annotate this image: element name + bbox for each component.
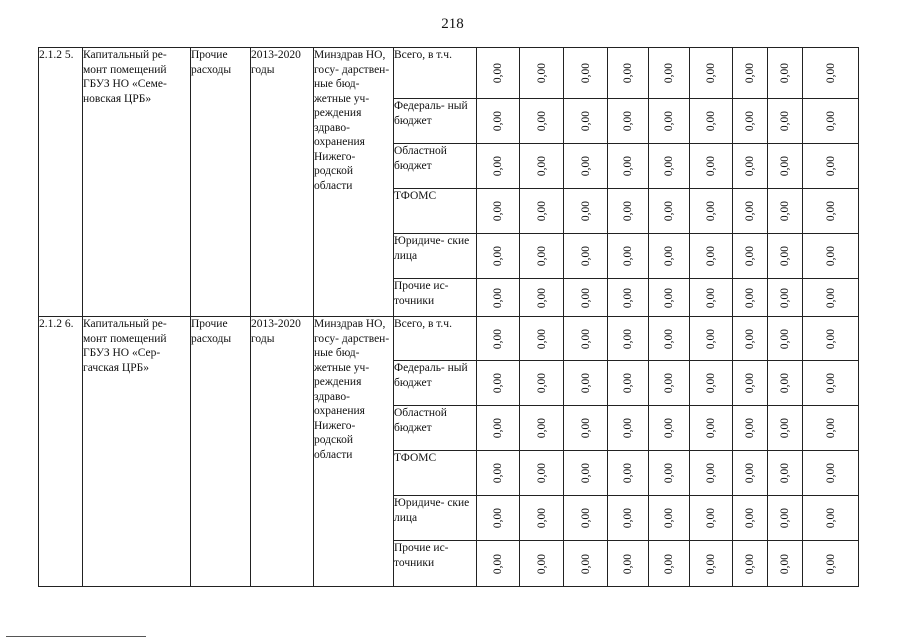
- value-cell: [803, 144, 859, 189]
- value-text: 0,00: [824, 328, 837, 349]
- row-code: 2.1.2 6.: [39, 317, 83, 587]
- value-text: 0,00: [491, 462, 504, 484]
- value-cell: [564, 279, 608, 317]
- value-cell: [690, 451, 733, 496]
- value-text: 0,00: [535, 200, 548, 222]
- value-text: 0,00: [621, 462, 634, 484]
- funding-source-label: Прочие ис- точники: [394, 279, 477, 317]
- page-edge-rule: [6, 636, 146, 637]
- value-cell: [608, 361, 649, 406]
- funding-source-label: Федераль- ный бюджет: [394, 99, 477, 144]
- value-cell: [768, 99, 803, 144]
- value-text: 0,00: [662, 372, 675, 394]
- value-text: 0,00: [743, 245, 756, 267]
- value-cell: [608, 317, 649, 361]
- value-text: 0,00: [743, 553, 756, 574]
- value-text: 0,00: [824, 287, 837, 308]
- value-cell: [768, 496, 803, 541]
- value-cell: [768, 189, 803, 234]
- value-text: 0,00: [579, 553, 592, 574]
- page-number: 218: [441, 16, 464, 32]
- value-cell: [520, 99, 564, 144]
- value-text: 0,00: [704, 328, 717, 349]
- value-cell: [564, 361, 608, 406]
- funding-source-label: Областной бюджет: [394, 144, 477, 189]
- value-text: 0,00: [621, 417, 634, 439]
- value-cell: [768, 48, 803, 99]
- value-cell: [690, 541, 733, 587]
- value-text: 0,00: [491, 200, 504, 222]
- value-text: 0,00: [662, 417, 675, 439]
- value-text: 0,00: [662, 62, 675, 84]
- value-cell: [564, 144, 608, 189]
- value-text: 0,00: [778, 62, 791, 84]
- value-text: 0,00: [704, 287, 717, 308]
- value-text: 0,00: [704, 155, 717, 177]
- value-cell: [520, 406, 564, 451]
- value-text: 0,00: [662, 245, 675, 267]
- value-text: 0,00: [743, 372, 756, 394]
- value-text: 0,00: [579, 462, 592, 484]
- value-text: 0,00: [535, 62, 548, 84]
- value-text: 0,00: [579, 372, 592, 394]
- value-cell: [564, 189, 608, 234]
- value-text: 0,00: [535, 372, 548, 394]
- value-text: 0,00: [491, 287, 504, 308]
- value-text: 0,00: [704, 462, 717, 484]
- value-cell: [803, 99, 859, 144]
- value-cell: [520, 279, 564, 317]
- value-cell: [649, 189, 690, 234]
- value-text: 0,00: [535, 507, 548, 529]
- value-cell: [520, 144, 564, 189]
- value-cell: [649, 541, 690, 587]
- value-cell: [608, 189, 649, 234]
- value-cell: [649, 234, 690, 279]
- value-text: 0,00: [662, 287, 675, 308]
- table-row: [39, 317, 859, 361]
- value-cell: [564, 451, 608, 496]
- value-text: 0,00: [579, 155, 592, 177]
- value-text: 0,00: [621, 507, 634, 529]
- value-cell: [803, 279, 859, 317]
- value-cell: [520, 361, 564, 406]
- value-text: 0,00: [491, 110, 504, 132]
- value-cell: [477, 317, 520, 361]
- value-cell: [690, 99, 733, 144]
- value-cell: [564, 48, 608, 99]
- value-cell: [564, 99, 608, 144]
- row-responsible: Минздрав НО, госу- дарствен- ные бюд- жетные уч- реждения здраво- охранения Нижего- родской области: [314, 317, 394, 587]
- value-text: 0,00: [704, 372, 717, 394]
- value-text: 0,00: [704, 200, 717, 222]
- value-text: 0,00: [743, 287, 756, 308]
- value-cell: [564, 496, 608, 541]
- value-text: 0,00: [535, 417, 548, 439]
- value-cell: [803, 48, 859, 99]
- value-cell: [733, 541, 768, 587]
- funding-source-label: Всего, в т.ч.: [394, 317, 477, 361]
- value-cell: [564, 541, 608, 587]
- value-cell: [477, 451, 520, 496]
- value-text: 0,00: [778, 328, 791, 349]
- value-text: 0,00: [662, 462, 675, 484]
- value-text: 0,00: [621, 62, 634, 84]
- value-text: 0,00: [579, 62, 592, 84]
- value-text: 0,00: [704, 62, 717, 84]
- value-cell: [768, 541, 803, 587]
- value-text: 0,00: [491, 507, 504, 529]
- value-text: 0,00: [778, 507, 791, 529]
- value-text: 0,00: [824, 553, 837, 574]
- funding-source-label: Областной бюджет: [394, 406, 477, 451]
- value-cell: [733, 317, 768, 361]
- value-text: 0,00: [778, 155, 791, 177]
- value-cell: [477, 406, 520, 451]
- value-cell: [690, 279, 733, 317]
- value-text: 0,00: [579, 328, 592, 349]
- value-cell: [690, 496, 733, 541]
- value-cell: [649, 496, 690, 541]
- value-cell: [803, 451, 859, 496]
- value-cell: [690, 234, 733, 279]
- table-body: [39, 48, 859, 587]
- value-text: 0,00: [621, 553, 634, 574]
- value-text: 0,00: [491, 62, 504, 84]
- value-text: 0,00: [743, 110, 756, 132]
- value-cell: [803, 496, 859, 541]
- value-cell: [768, 451, 803, 496]
- value-cell: [649, 317, 690, 361]
- value-text: 0,00: [778, 372, 791, 394]
- value-cell: [608, 496, 649, 541]
- funding-source-label: ТФОМС: [394, 451, 477, 496]
- value-cell: [649, 451, 690, 496]
- row-name: Капитальный ре- монт помещений ГБУЗ НО «Сер- гачская ЦРБ»: [83, 317, 191, 587]
- value-text: 0,00: [743, 417, 756, 439]
- value-cell: [733, 48, 768, 99]
- value-cell: [477, 361, 520, 406]
- value-text: 0,00: [621, 287, 634, 308]
- value-cell: [768, 317, 803, 361]
- value-cell: [608, 99, 649, 144]
- value-text: 0,00: [704, 110, 717, 132]
- value-cell: [690, 317, 733, 361]
- value-text: 0,00: [579, 245, 592, 267]
- value-text: 0,00: [778, 110, 791, 132]
- value-cell: [608, 406, 649, 451]
- value-cell: [564, 234, 608, 279]
- value-cell: [690, 144, 733, 189]
- value-text: 0,00: [824, 245, 837, 267]
- funding-source-label: Юридиче- ские лица: [394, 496, 477, 541]
- value-text: 0,00: [704, 507, 717, 529]
- value-text: 0,00: [743, 155, 756, 177]
- value-text: 0,00: [491, 328, 504, 349]
- value-cell: [520, 317, 564, 361]
- value-text: 0,00: [491, 245, 504, 267]
- value-text: 0,00: [662, 110, 675, 132]
- value-cell: [690, 189, 733, 234]
- value-text: 0,00: [778, 553, 791, 574]
- row-name: Капитальный ре- монт помещений ГБУЗ НО «Семе- новская ЦРБ»: [83, 48, 191, 317]
- value-cell: [768, 406, 803, 451]
- value-cell: [803, 361, 859, 406]
- funding-source-label: Всего, в т.ч.: [394, 48, 477, 99]
- value-cell: [477, 189, 520, 234]
- row-expense-type: Прочие расходы: [191, 317, 251, 587]
- value-cell: [768, 234, 803, 279]
- row-period: 2013-2020 годы: [251, 317, 314, 587]
- value-text: 0,00: [491, 417, 504, 439]
- value-cell: [803, 189, 859, 234]
- budget-table: [38, 47, 859, 587]
- value-cell: [733, 406, 768, 451]
- value-cell: [520, 189, 564, 234]
- value-text: 0,00: [743, 507, 756, 529]
- value-text: 0,00: [824, 155, 837, 177]
- value-text: 0,00: [743, 200, 756, 222]
- value-text: 0,00: [491, 372, 504, 394]
- value-cell: [608, 279, 649, 317]
- value-cell: [649, 406, 690, 451]
- value-cell: [733, 279, 768, 317]
- value-text: 0,00: [778, 200, 791, 222]
- value-cell: [690, 361, 733, 406]
- value-text: 0,00: [491, 155, 504, 177]
- value-text: 0,00: [579, 287, 592, 308]
- value-cell: [608, 144, 649, 189]
- value-text: 0,00: [662, 200, 675, 222]
- value-text: 0,00: [778, 287, 791, 308]
- value-cell: [803, 406, 859, 451]
- value-text: 0,00: [824, 417, 837, 439]
- value-text: 0,00: [778, 245, 791, 267]
- value-cell: [803, 234, 859, 279]
- value-cell: [733, 361, 768, 406]
- value-text: 0,00: [535, 245, 548, 267]
- value-cell: [768, 144, 803, 189]
- value-text: 0,00: [621, 200, 634, 222]
- value-cell: [520, 451, 564, 496]
- value-cell: [520, 234, 564, 279]
- value-text: 0,00: [824, 462, 837, 484]
- value-cell: [608, 451, 649, 496]
- value-text: 0,00: [824, 200, 837, 222]
- value-text: 0,00: [579, 417, 592, 439]
- value-text: 0,00: [579, 200, 592, 222]
- value-cell: [803, 541, 859, 587]
- value-text: 0,00: [704, 417, 717, 439]
- value-cell: [520, 48, 564, 99]
- value-text: 0,00: [662, 328, 675, 349]
- value-text: 0,00: [535, 287, 548, 308]
- value-text: 0,00: [579, 507, 592, 529]
- value-cell: [564, 406, 608, 451]
- value-text: 0,00: [621, 372, 634, 394]
- row-responsible: Минздрав НО, госу- дарствен- ные бюд- жетные уч- реждения здраво- охранения Нижего- родской области: [314, 48, 394, 317]
- value-text: 0,00: [579, 110, 592, 132]
- value-text: 0,00: [778, 462, 791, 484]
- table-row: [39, 48, 859, 99]
- value-cell: [733, 99, 768, 144]
- value-cell: [649, 279, 690, 317]
- value-cell: [564, 317, 608, 361]
- value-cell: [768, 279, 803, 317]
- value-cell: [477, 496, 520, 541]
- row-code: 2.1.2 5.: [39, 48, 83, 317]
- value-text: 0,00: [662, 507, 675, 529]
- value-cell: [733, 144, 768, 189]
- value-cell: [477, 234, 520, 279]
- value-text: 0,00: [535, 328, 548, 349]
- value-cell: [608, 541, 649, 587]
- value-text: 0,00: [824, 372, 837, 394]
- value-cell: [803, 317, 859, 361]
- value-text: 0,00: [704, 245, 717, 267]
- funding-source-label: ТФОМС: [394, 189, 477, 234]
- value-text: 0,00: [824, 62, 837, 84]
- value-text: 0,00: [662, 553, 675, 574]
- value-text: 0,00: [662, 155, 675, 177]
- value-cell: [733, 496, 768, 541]
- value-text: 0,00: [535, 110, 548, 132]
- value-text: 0,00: [621, 110, 634, 132]
- funding-source-label: Юридиче- ские лица: [394, 234, 477, 279]
- value-cell: [520, 541, 564, 587]
- value-text: 0,00: [824, 110, 837, 132]
- value-text: 0,00: [621, 155, 634, 177]
- value-text: 0,00: [535, 462, 548, 484]
- value-text: 0,00: [743, 328, 756, 349]
- value-text: 0,00: [621, 328, 634, 349]
- value-cell: [477, 279, 520, 317]
- value-cell: [649, 144, 690, 189]
- value-text: 0,00: [824, 507, 837, 529]
- value-cell: [477, 541, 520, 587]
- funding-source-label: Прочие ис- точники: [394, 541, 477, 587]
- value-cell: [608, 234, 649, 279]
- value-cell: [477, 48, 520, 99]
- value-cell: [649, 361, 690, 406]
- value-text: 0,00: [743, 462, 756, 484]
- value-cell: [768, 361, 803, 406]
- value-text: 0,00: [621, 245, 634, 267]
- value-text: 0,00: [535, 553, 548, 574]
- value-text: 0,00: [778, 417, 791, 439]
- funding-source-label: Федераль- ный бюджет: [394, 361, 477, 406]
- row-period: 2013-2020 годы: [251, 48, 314, 317]
- value-cell: [690, 48, 733, 99]
- value-cell: [608, 48, 649, 99]
- value-text: 0,00: [704, 553, 717, 574]
- value-text: 0,00: [491, 553, 504, 574]
- value-cell: [477, 144, 520, 189]
- value-cell: [649, 99, 690, 144]
- value-cell: [649, 48, 690, 99]
- value-text: 0,00: [743, 62, 756, 84]
- value-cell: [690, 406, 733, 451]
- row-expense-type: Прочие расходы: [191, 48, 251, 317]
- value-cell: [520, 496, 564, 541]
- value-cell: [477, 99, 520, 144]
- value-cell: [733, 451, 768, 496]
- value-cell: [733, 234, 768, 279]
- value-text: 0,00: [535, 155, 548, 177]
- value-cell: [733, 189, 768, 234]
